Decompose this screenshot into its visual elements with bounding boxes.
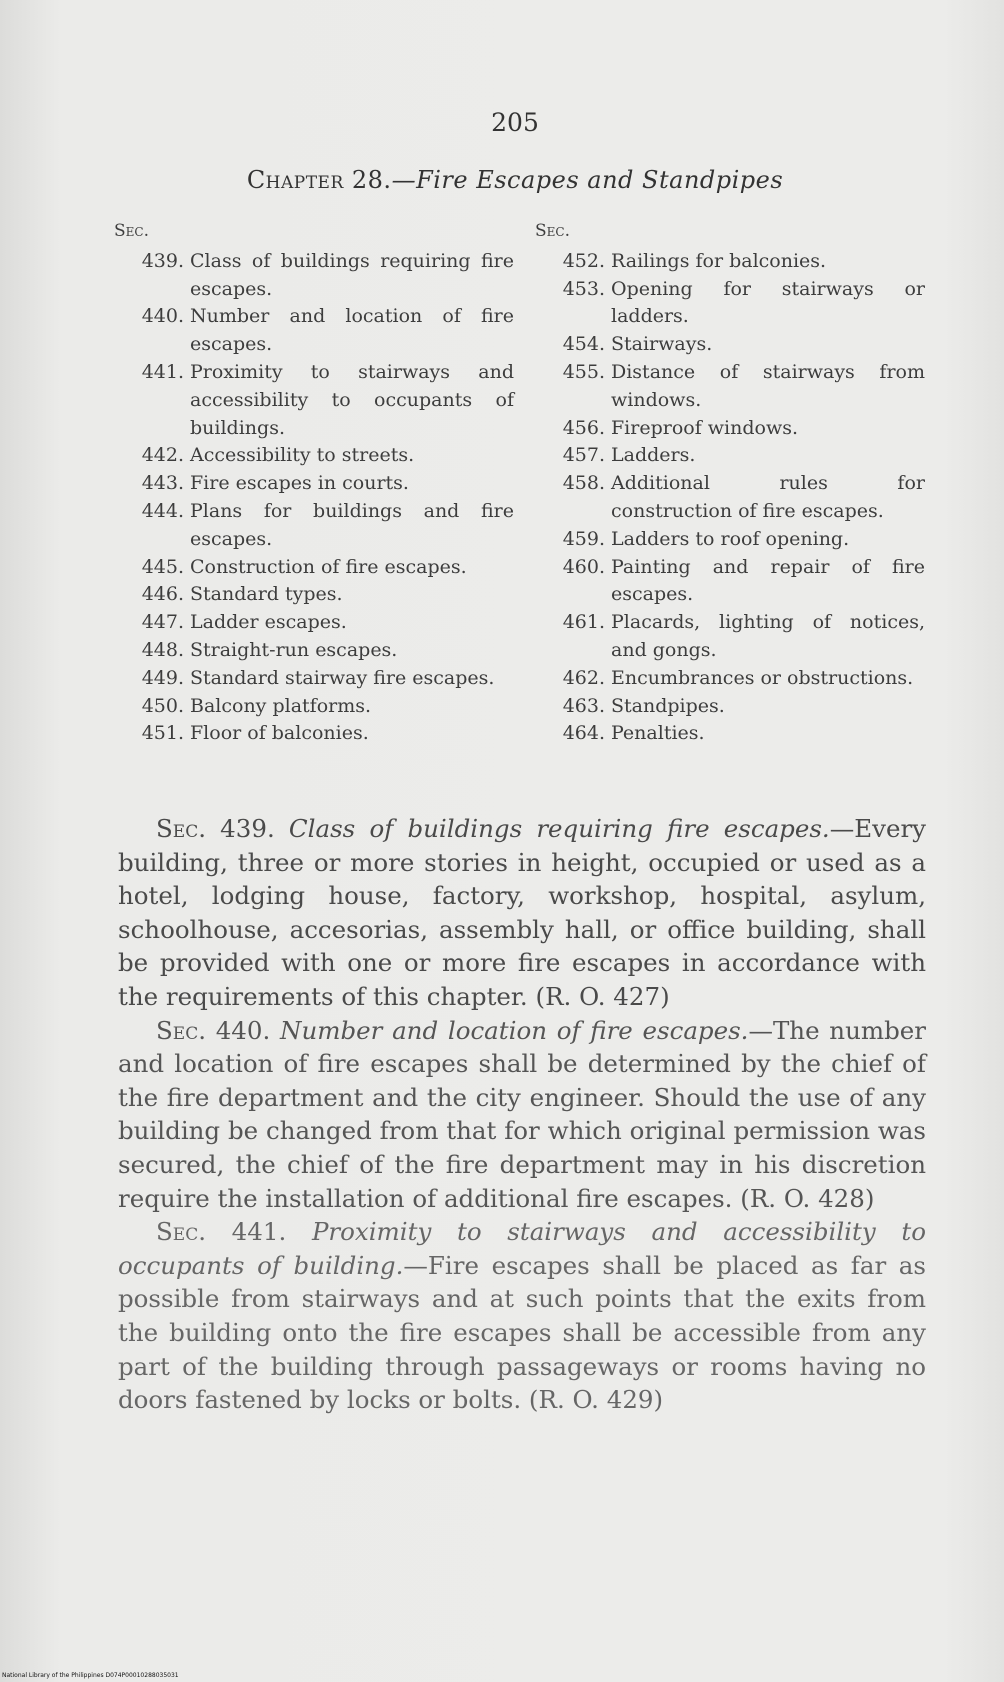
chapter-title bbox=[0, 166, 1004, 194]
section-440 bbox=[118, 1014, 926, 1216]
toc-item-number: 449. bbox=[141, 666, 184, 689]
toc-item-title: Balcony platforms. bbox=[190, 694, 372, 717]
toc-item-title: Distance of stairways from windows. bbox=[611, 360, 925, 411]
toc-item bbox=[535, 442, 925, 470]
toc-item bbox=[535, 331, 925, 359]
toc-item-title: Construction of fire escapes. bbox=[190, 555, 467, 578]
toc-left-header: Sec. bbox=[114, 221, 149, 241]
toc-item-title: Fire escapes in courts. bbox=[190, 472, 409, 495]
section-label: Sec. 439. bbox=[156, 814, 275, 843]
toc-item-title: Standard stairway fire escapes. bbox=[190, 666, 495, 689]
toc-item bbox=[535, 359, 925, 415]
page-number: 205 bbox=[491, 108, 539, 137]
toc-item-title: Standard types. bbox=[190, 583, 343, 606]
toc-item bbox=[114, 693, 514, 721]
toc-item bbox=[535, 470, 925, 526]
toc-item bbox=[535, 526, 925, 554]
toc-right-column bbox=[535, 218, 925, 748]
toc-item-title: Plans for buildings and fire escapes. bbox=[190, 499, 514, 550]
toc-item-title: Floor of balconies. bbox=[190, 722, 369, 745]
toc-item bbox=[114, 442, 514, 470]
section-heading: Proximity to stairways and accessibility to occupants of building. bbox=[118, 1217, 926, 1280]
toc-item bbox=[114, 637, 514, 665]
toc-item-number: 450. bbox=[141, 694, 184, 717]
toc-item-number: 440. bbox=[141, 305, 184, 328]
toc-item bbox=[114, 554, 514, 582]
toc-item-title: Additional rules for construction of fire escapes. bbox=[611, 472, 925, 522]
toc-item bbox=[535, 415, 925, 443]
toc-item bbox=[114, 609, 514, 637]
toc-item-number: 439. bbox=[141, 249, 184, 272]
toc-item-title: Fireproof windows. bbox=[611, 416, 799, 439]
toc-item bbox=[114, 665, 514, 693]
toc-item-number: 454. bbox=[562, 333, 605, 356]
toc-item-number: 463. bbox=[562, 694, 605, 717]
toc-item-number: 443. bbox=[141, 472, 184, 495]
toc-item-number: 458. bbox=[562, 472, 605, 495]
archive-stamp: National Library of the Philippines D074P00010288035031 bbox=[2, 1672, 179, 1679]
toc-item bbox=[535, 609, 925, 665]
section-body: —The number and location of fire escapes shall be determined by the chief of the fire department and the city engineer. Should the use of any building be changed from that for which original permission was secured, the chief of the fire department may in his discretion require the installation of additional fire escapes. (R. O. 428) bbox=[118, 1015, 926, 1213]
toc-item bbox=[114, 248, 514, 304]
toc-item-title: Ladder escapes. bbox=[190, 611, 347, 634]
toc-item-title: Class of buildings requiring fire escapes. bbox=[190, 249, 514, 300]
chapter-name: —Fire Escapes and Standpipes bbox=[391, 166, 784, 194]
section-heading: Number and location of fire escapes. bbox=[280, 1015, 749, 1045]
toc-item-number: 456. bbox=[562, 416, 605, 439]
toc-item bbox=[114, 498, 514, 554]
toc-item-number: 446. bbox=[141, 583, 184, 606]
section-441 bbox=[118, 1215, 926, 1417]
section-body: —Every building, three or more stories in height, occupied or used as a hotel, lodging house, factory, workshop, hospital, asylum, schoolhouse, accesorias, assembly hall, or office building, shall be provided with one or more fire escapes in accordance with the requirements of this chapter. (R. O. 427) bbox=[118, 814, 926, 1011]
toc-item-title: Number and location of fire escapes. bbox=[190, 305, 514, 356]
toc-item bbox=[535, 276, 925, 332]
chapter-prefix: Chapter 28. bbox=[246, 166, 392, 194]
toc-item-number: 451. bbox=[141, 722, 184, 745]
toc-item-title: Encumbrances or obstructions. bbox=[611, 666, 914, 689]
toc-item-number: 444. bbox=[141, 499, 184, 522]
toc-right-list bbox=[535, 248, 925, 748]
section-label: Sec. 441. bbox=[156, 1217, 287, 1247]
toc-item-number: 462. bbox=[562, 666, 605, 689]
toc-item-title: Straight-run escapes. bbox=[190, 638, 398, 661]
toc-item bbox=[114, 581, 514, 609]
toc-item bbox=[114, 303, 514, 359]
toc-item-number: 448. bbox=[141, 638, 184, 661]
toc-item-title: Accessibility to streets. bbox=[190, 444, 415, 467]
toc-item-title: Ladders. bbox=[611, 444, 696, 467]
body-text bbox=[118, 812, 926, 1417]
toc-item-title: Painting and repair of fire escapes. bbox=[611, 555, 925, 606]
toc-item-number: 460. bbox=[562, 555, 605, 578]
toc-item-title: Penalties. bbox=[611, 722, 705, 745]
toc-item-title: Proximity to stairways and accessibility to occupants of buildings. bbox=[190, 360, 514, 439]
toc-item bbox=[535, 248, 925, 276]
toc-left-column bbox=[114, 218, 514, 748]
toc-item-title: Railings for balconies. bbox=[611, 249, 827, 272]
toc-item-number: 445. bbox=[141, 555, 184, 578]
toc-item-number: 459. bbox=[562, 527, 605, 550]
toc-item-number: 447. bbox=[141, 611, 184, 634]
section-heading: Class of buildings requiring fire escapes. bbox=[288, 814, 830, 843]
toc-item bbox=[114, 720, 514, 748]
toc-item bbox=[535, 665, 925, 693]
toc-item-number: 452. bbox=[562, 249, 605, 272]
toc-item-number: 464. bbox=[562, 722, 605, 745]
toc-item-number: 457. bbox=[562, 444, 605, 467]
toc-item bbox=[535, 554, 925, 610]
section-body: —Fire escapes shall be placed as far as possible from stairways and at such points that the exits from the building onto the fire escapes shall be accessible from any part of the building through passageways or rooms having no doors fastened by locks or bolts. (R. O. 429) bbox=[118, 1250, 926, 1415]
toc-item-title: Stairways. bbox=[611, 333, 713, 356]
toc-item-title: Placards, lighting of notices, and gongs. bbox=[611, 611, 925, 661]
toc-item bbox=[535, 693, 925, 721]
toc-item-title: Standpipes. bbox=[611, 694, 725, 717]
section-label: Sec. 440. bbox=[156, 1015, 271, 1045]
toc-item-title: Opening for stairways or ladders. bbox=[611, 277, 925, 328]
section-439 bbox=[118, 812, 926, 1014]
toc-right-header: Sec. bbox=[535, 221, 570, 241]
toc-item-title: Ladders to roof opening. bbox=[611, 527, 850, 550]
toc-item-number: 461. bbox=[562, 611, 605, 634]
toc-left-list bbox=[114, 248, 514, 748]
toc-item-number: 442. bbox=[141, 444, 184, 467]
toc-item-number: 453. bbox=[562, 277, 605, 300]
toc-item-number: 455. bbox=[562, 360, 605, 383]
toc-item-number: 441. bbox=[141, 360, 184, 383]
toc-item bbox=[114, 359, 514, 442]
toc-item bbox=[114, 470, 514, 498]
toc-item bbox=[535, 720, 925, 748]
